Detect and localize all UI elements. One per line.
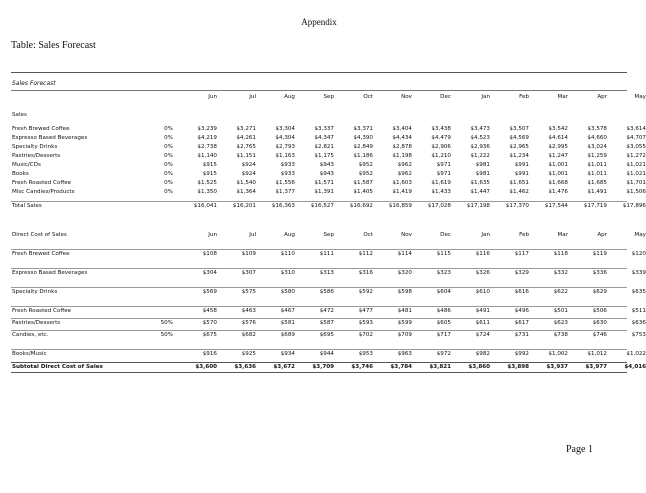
month-header: Jun [208,232,217,238]
value-cell: $1,603 [392,180,412,186]
value-cell: $16,041 [193,203,217,209]
value-cell: $3,600 [195,364,217,370]
row-label: Music/CDs [12,162,41,168]
value-cell: $629 [592,289,607,295]
value-cell: $924 [241,162,256,168]
value-cell: $593 [358,320,373,326]
table-title: Table: Sales Forecast [11,40,96,51]
row-label: Fresh Roasted Coffee [12,180,72,186]
value-cell: $717 [436,332,451,338]
value-cell: $3,371 [353,126,373,132]
value-cell: $4,347 [314,135,334,141]
value-cell: $4,219 [197,135,217,141]
value-cell: $4,523 [470,135,490,141]
table-row [11,330,646,340]
value-cell: $1,668 [548,180,568,186]
value-cell: $3,746 [351,364,373,370]
value-cell: $962 [397,162,412,168]
value-cell: $605 [436,320,451,326]
table-row [11,268,646,278]
value-cell: $1,433 [431,189,451,195]
row-label: Fresh Brewed Coffee [12,126,70,132]
value-cell: $3,337 [314,126,334,132]
value-cell: $962 [397,171,412,177]
page-number: Page 1 [566,444,593,455]
sales-heading: Sales [12,112,27,118]
month-header: Sep [323,232,334,238]
row-label: Books [12,171,29,177]
value-cell: $598 [397,289,412,295]
month-header: Mar [557,94,568,100]
value-cell: $463 [241,308,256,314]
month-header: Dec [440,232,451,238]
value-cell: $3,055 [626,144,646,150]
value-cell: $709 [397,332,412,338]
value-cell: $616 [514,289,529,295]
total-sales-row [11,201,646,211]
value-cell: $1,391 [314,189,334,195]
value-cell: $2,849 [353,144,373,150]
table-row [11,143,646,152]
value-cell: $4,707 [626,135,646,141]
value-cell: $689 [280,332,295,338]
value-cell: $3,542 [548,126,568,132]
value-cell: $952 [358,171,373,177]
value-cell: $1,506 [626,189,646,195]
value-cell: $610 [475,289,490,295]
value-cell: $682 [241,332,256,338]
table-row [11,306,646,316]
row-label: Espresso Based Beverages [12,135,88,141]
value-cell: $971 [436,162,451,168]
value-cell: $581 [280,320,295,326]
month-header: Feb [519,94,529,100]
value-cell: $320 [397,270,412,276]
value-cell: $1,377 [275,189,295,195]
direct-cost-table [11,231,646,373]
value-cell: $1,364 [236,189,256,195]
row-label: Pastries/Desserts [12,153,61,159]
value-cell: $1,001 [548,162,568,168]
value-cell: $943 [319,171,334,177]
value-cell: $16,859 [388,203,412,209]
value-cell: $1,247 [548,153,568,159]
value-cell: $120 [631,251,646,257]
cost-header-row [11,231,646,240]
value-cell: $925 [241,351,256,357]
value-cell: $17,198 [466,203,490,209]
row-label: Misc Candies/Products [12,189,75,195]
value-cell: $3,614 [626,126,646,132]
row-label: Espresso Based Beverages [12,270,88,276]
value-cell: $1,210 [431,153,451,159]
table-row [11,161,646,170]
table-row [11,152,646,161]
value-cell: $1,151 [236,153,256,159]
value-cell: $1,476 [548,189,568,195]
growth-pct: 0% [164,162,173,168]
section-divider [11,90,627,91]
month-header: Mar [557,232,568,238]
value-cell: $1,234 [509,153,529,159]
value-cell: $1,163 [275,153,295,159]
value-cell: $116 [475,251,490,257]
value-cell: $108 [202,251,217,257]
value-cell: $4,390 [353,135,373,141]
value-cell: $944 [319,351,334,357]
value-cell: $4,434 [392,135,412,141]
value-cell: $1,002 [548,351,568,357]
value-cell: $2,793 [275,144,295,150]
value-cell: $323 [436,270,451,276]
value-cell: $1,198 [392,153,412,159]
value-cell: $1,525 [197,180,217,186]
value-cell: $16,527 [310,203,334,209]
value-cell: $981 [475,171,490,177]
table-row [11,318,646,328]
month-header: Apr [597,94,607,100]
growth-pct: 0% [164,189,173,195]
value-cell: $3,404 [392,126,412,132]
cost-heading: Direct Cost of Sales [12,232,67,238]
value-cell: $2,738 [197,144,217,150]
value-cell: $3,672 [273,364,295,370]
value-cell: $316 [358,270,373,276]
value-cell: $576 [241,320,256,326]
value-cell: $491 [475,308,490,314]
value-cell: $1,540 [236,180,256,186]
value-cell: $991 [514,171,529,177]
value-cell: $1,011 [587,162,607,168]
value-cell: $611 [475,320,490,326]
value-cell: $635 [631,289,646,295]
value-cell: $570 [202,320,217,326]
value-cell: $992 [514,351,529,357]
value-cell: $1,491 [587,189,607,195]
value-cell: $2,906 [431,144,451,150]
growth-pct: 0% [164,144,173,150]
month-header: Aug [284,94,295,100]
value-cell: $115 [436,251,451,257]
value-cell: $963 [397,351,412,357]
value-cell: $1,619 [431,180,451,186]
growth-pct: 0% [164,135,173,141]
value-cell: $117 [514,251,529,257]
value-cell: $924 [241,171,256,177]
value-cell: $622 [553,289,568,295]
value-cell: $458 [202,308,217,314]
value-cell: $17,544 [544,203,568,209]
table-row [11,179,646,188]
value-cell: $592 [358,289,373,295]
value-cell: $972 [436,351,451,357]
value-cell: $501 [553,308,568,314]
value-cell: $1,012 [587,351,607,357]
value-cell: $3,578 [587,126,607,132]
value-cell: $675 [202,332,217,338]
value-cell: $110 [280,251,295,257]
month-header: Apr [597,232,607,238]
value-cell: $17,370 [505,203,529,209]
month-header: May [634,232,646,238]
month-header: Nov [401,232,412,238]
month-header: Jul [249,232,256,238]
row-label: Fresh Brewed Coffee [12,251,70,257]
value-cell: $991 [514,162,529,168]
value-cell: $1,701 [626,180,646,186]
value-cell: $326 [475,270,490,276]
value-cell: $336 [592,270,607,276]
value-cell: $953 [358,351,373,357]
value-cell: $738 [553,332,568,338]
value-cell: $4,261 [236,135,256,141]
row-label: Fresh Roasted Coffee [12,308,72,314]
value-cell: $1,571 [314,180,334,186]
value-cell: $506 [592,308,607,314]
value-cell: $329 [514,270,529,276]
value-cell: $1,022 [626,351,646,357]
value-cell: $1,175 [314,153,334,159]
value-cell: $17,719 [583,203,607,209]
value-cell: $3,304 [275,126,295,132]
value-cell: $111 [319,251,334,257]
value-cell: $3,507 [509,126,529,132]
month-header: Dec [440,94,451,100]
value-cell: $695 [319,332,334,338]
value-cell: $119 [592,251,607,257]
value-cell: $4,614 [548,135,568,141]
value-cell: $4,304 [275,135,295,141]
row-label: Subtotal Direct Cost of Sales [12,364,103,370]
value-cell: $1,001 [548,171,568,177]
value-cell: $1,011 [587,171,607,177]
growth-pct: 0% [164,153,173,159]
value-cell: $17,896 [622,203,646,209]
value-cell: $1,405 [353,189,373,195]
row-label: Candies, etc. [12,332,49,338]
value-cell: $981 [475,162,490,168]
value-cell: $1,651 [509,180,529,186]
value-cell: $1,350 [197,189,217,195]
row-label: Specialty Drinks [12,144,58,150]
month-header-row [11,93,646,102]
appendix-heading: Appendix [301,17,337,27]
value-cell: $467 [280,308,295,314]
row-label: Total Sales [12,203,42,209]
value-cell: $933 [280,171,295,177]
value-cell: $4,479 [431,135,451,141]
value-cell: $3,821 [429,364,451,370]
value-cell: $313 [319,270,334,276]
value-cell: $4,660 [587,135,607,141]
sales-heading-row [11,111,627,120]
value-cell: $753 [631,332,646,338]
table-row [11,125,646,134]
value-cell: $3,860 [468,364,490,370]
value-cell: $1,021 [626,171,646,177]
value-cell: $569 [202,289,217,295]
value-cell: $511 [631,308,646,314]
value-cell: $114 [397,251,412,257]
value-cell: $933 [280,162,295,168]
cost-pct: 50% [160,320,173,326]
value-cell: $496 [514,308,529,314]
row-label: Specialty Drinks [12,289,58,295]
value-cell: $1,021 [626,162,646,168]
value-cell: $580 [280,289,295,295]
month-header: Feb [519,232,529,238]
month-header: Sep [323,94,334,100]
value-cell: $2,965 [509,144,529,150]
value-cell: $2,765 [236,144,256,150]
value-cell: $3,636 [234,364,256,370]
value-cell: $16,363 [271,203,295,209]
row-label: Pastries/Desserts [12,320,61,326]
value-cell: $599 [397,320,412,326]
value-cell: $1,556 [275,180,295,186]
sales-rows [11,125,646,197]
value-cell: $16,692 [349,203,373,209]
value-cell: $982 [475,351,490,357]
value-cell: $1,186 [353,153,373,159]
value-cell: $1,635 [470,180,490,186]
value-cell: $1,272 [626,153,646,159]
value-cell: $1,462 [509,189,529,195]
value-cell: $1,587 [353,180,373,186]
value-cell: $1,447 [470,189,490,195]
value-cell: $916 [202,351,217,357]
value-cell: $339 [631,270,646,276]
month-header: Oct [363,232,373,238]
value-cell: $724 [475,332,490,338]
month-header: Jan [481,232,490,238]
value-cell: $109 [241,251,256,257]
value-cell: $481 [397,308,412,314]
table-row [11,349,646,359]
value-cell: $731 [514,332,529,338]
top-divider [11,72,627,73]
value-cell: $1,222 [470,153,490,159]
value-cell: $1,259 [587,153,607,159]
value-cell: $17,028 [427,203,451,209]
month-header: May [634,94,646,100]
value-cell: $943 [319,162,334,168]
value-cell: $4,569 [509,135,529,141]
month-header: Jun [208,94,217,100]
value-cell: $3,271 [236,126,256,132]
value-cell: $934 [280,351,295,357]
value-cell: $636 [631,320,646,326]
sales-table [11,93,646,211]
value-cell: $2,995 [548,144,568,150]
cost-pct: 50% [160,332,173,338]
value-cell: $3,977 [585,364,607,370]
value-cell: $915 [202,162,217,168]
value-cell: $472 [319,308,334,314]
value-cell: $3,898 [507,364,529,370]
value-cell: $112 [358,251,373,257]
value-cell: $623 [553,320,568,326]
month-header: Jan [481,94,490,100]
value-cell: $3,473 [470,126,490,132]
row-label: Books/Music [12,351,47,357]
value-cell: $1,140 [197,153,217,159]
growth-pct: 0% [164,180,173,186]
value-cell: $3,438 [431,126,451,132]
value-cell: $746 [592,332,607,338]
value-cell: $486 [436,308,451,314]
value-cell: $1,419 [392,189,412,195]
value-cell: $3,784 [390,364,412,370]
value-cell: $4,016 [624,364,646,370]
value-cell: $971 [436,171,451,177]
table-row [11,134,646,143]
month-header: Aug [284,232,295,238]
value-cell: $2,936 [470,144,490,150]
value-cell: $16,201 [232,203,256,209]
value-cell: $952 [358,162,373,168]
table-row [11,170,646,179]
cost-rows [11,249,646,359]
value-cell: $2,878 [392,144,412,150]
month-header: Jul [249,94,256,100]
table-row [11,287,646,297]
value-cell: $575 [241,289,256,295]
value-cell: $3,937 [546,364,568,370]
value-cell: $307 [241,270,256,276]
value-cell: $3,239 [197,126,217,132]
value-cell: $915 [202,171,217,177]
growth-pct: 0% [164,171,173,177]
month-header: Oct [363,94,373,100]
value-cell: $3,024 [587,144,607,150]
value-cell: $332 [553,270,568,276]
value-cell: $586 [319,289,334,295]
value-cell: $587 [319,320,334,326]
value-cell: $617 [514,320,529,326]
value-cell: $3,709 [312,364,334,370]
value-cell: $604 [436,289,451,295]
value-cell: $477 [358,308,373,314]
section-label: Sales Forecast [12,80,56,87]
growth-pct: 0% [164,126,173,132]
value-cell: $702 [358,332,373,338]
value-cell: $630 [592,320,607,326]
value-cell: $304 [202,270,217,276]
value-cell: $118 [553,251,568,257]
table-row [11,249,646,259]
value-cell: $2,821 [314,144,334,150]
value-cell: $1,685 [587,180,607,186]
value-cell: $310 [280,270,295,276]
table-row [11,188,646,197]
month-header: Nov [401,94,412,100]
subtotal-cost-row [11,362,646,373]
